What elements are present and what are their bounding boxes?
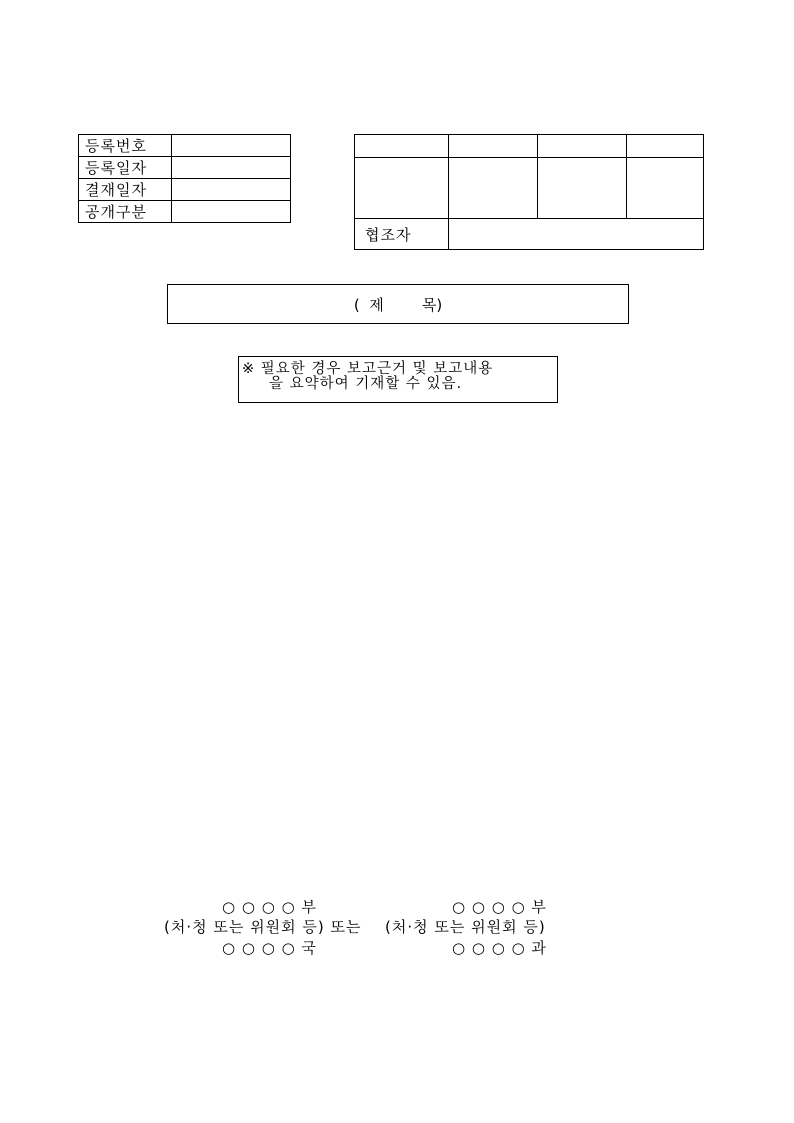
signature-right-ministry: ○ ○ ○ ○ 부 xyxy=(452,898,547,916)
registration-row xyxy=(79,157,291,179)
signature-left-bureau: ○ ○ ○ ○ 국 xyxy=(222,939,317,957)
signature-right-agency-note: (처·청 또는 위원회 등) xyxy=(385,918,546,936)
signature-left-agency-note: (처·청 또는 위원회 등) 또는 xyxy=(164,918,362,936)
cooperator-label: 협조자 xyxy=(355,219,449,250)
registration-number-label: 등록번호 xyxy=(79,135,172,157)
registration-row xyxy=(79,135,291,157)
approval-table xyxy=(354,134,704,250)
registration-number-value[interactable] xyxy=(172,135,291,157)
note-line: ※ 필요한 경우 보고근거 및 보고내용 xyxy=(242,361,494,377)
approval-signature-cell[interactable] xyxy=(627,158,704,219)
registration-row xyxy=(79,179,291,201)
registration-date-value[interactable] xyxy=(172,157,291,179)
approval-date-value[interactable] xyxy=(172,179,291,201)
note-line: 을 요약하여 기재할 수 있음. xyxy=(269,376,463,392)
registration-table xyxy=(78,134,291,223)
approval-signature-cell[interactable] xyxy=(355,158,449,219)
approval-header-cell[interactable] xyxy=(355,135,449,158)
approval-signature-cell[interactable] xyxy=(538,158,627,219)
signature-left-ministry: ○ ○ ○ ○ 부 xyxy=(222,898,317,916)
signature-right-division: ○ ○ ○ ○ 과 xyxy=(452,939,547,957)
disclosure-type-value[interactable] xyxy=(172,201,291,223)
cooperator-row xyxy=(355,219,704,250)
title-text: ( 제 목) xyxy=(353,295,443,314)
approval-signature-cell[interactable] xyxy=(449,158,538,219)
approval-header-cell[interactable] xyxy=(538,135,627,158)
disclosure-type-label: 공개구분 xyxy=(79,201,172,223)
cooperator-value[interactable] xyxy=(449,219,704,250)
approval-date-label: 결재일자 xyxy=(79,179,172,201)
registration-row xyxy=(79,201,291,223)
approval-header-cell[interactable] xyxy=(449,135,538,158)
title-box xyxy=(167,284,629,324)
approval-header-row xyxy=(355,135,704,158)
registration-date-label: 등록일자 xyxy=(79,157,172,179)
note-box xyxy=(238,356,558,403)
approval-signature-row xyxy=(355,158,704,219)
approval-header-cell[interactable] xyxy=(627,135,704,158)
